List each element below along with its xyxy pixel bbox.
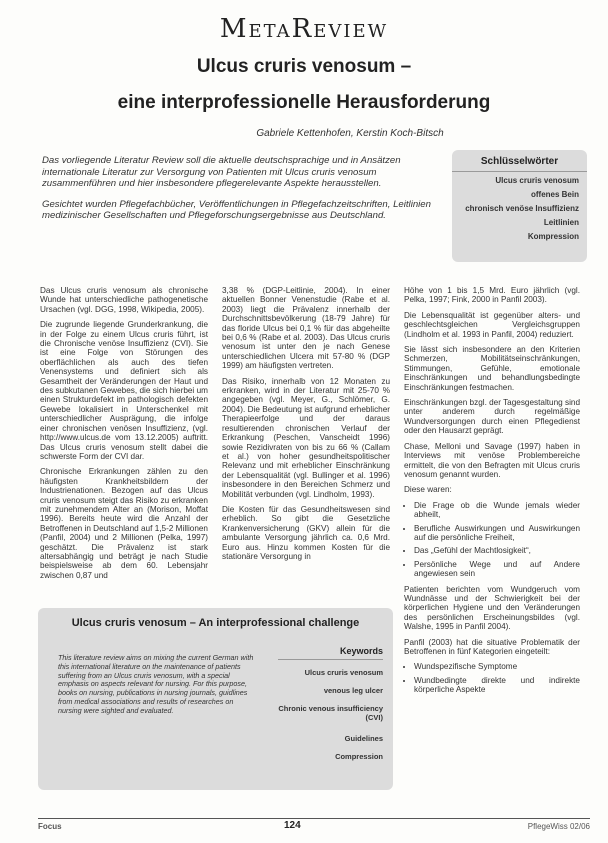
bullet-list bbox=[404, 662, 580, 694]
body-paragraph: Chronische Erkrankungen zählen zu den häufigsten Krankheitsbildern der Industrienationen. Bezogen auf das Ulcus cruris venosum steigt das Risiko zu erkranken mit zunehmendem Alter an (Morison, Moffat 1996). Bereits heute wird die Anzahl der Betroffenen in Deutschland auf 1,5-2 Millionen (Panfil, 2004) und 2 Millionen (Pelka, 1997) geschätzt. Die Prävalenz ist stark altersabhängig und beträgt je nach Studie beispielsweise ab dem 60. Lebensjahr zwischen 0,87 und bbox=[40, 467, 208, 580]
body-paragraph: Sie lässt sich insbesondere an den Kriterien Schmerzen, Mobilitätseinschränkungen, Stimmungen, Gefühle, emotionale Einschränkungen und behandlungsbedingte Einschränkungen festmachen. bbox=[404, 345, 580, 392]
keyword: Leitlinien bbox=[543, 218, 579, 227]
english-title: Ulcus cruris venosum – An interprofessional challenge bbox=[71, 617, 360, 629]
keywords-title: Schlüsselwörter bbox=[452, 156, 587, 172]
body-paragraph: Die zugrunde liegende Grunderkrankung, die in der Folge zu einem Ulcus cruris führt, ist die Chronische venöse Insuffizienz (CVI). Sie ist eine Folge von Störungen des oberflächlichen als auch des tiefen Venensystems und definiert sich als Gesamtheit der Veränderungen der Haut und des subkutanen Gewebes, die sich hierbei um einen Strukturdefekt im pathologisch defekten Gewebe lokalisiert in Unterschenkel mit unterschiedlicher Ausprägung, die infolge einer chronischen venösen Insuffizienz, (vgl. http://www.ulcus.de vom 13.12.2005) auftritt. Das Ulcus cruris venosum stellt dabei die schwerste Form der CVI dar. bbox=[40, 320, 208, 461]
body-paragraph: Panfil (2003) hat die situative Problematik der Betroffenen in fünf Kategorien eingeteilt: bbox=[404, 637, 580, 656]
english-abstract: This literature review aims on mixing the current German with this international literature on the maintenance of patients suffering from an Ulcus cruris venosum, with a special emphasis on aspects relevant for nursing. For this purpose, books on nursing, publications in nursing journals, guidlines from medical associations and results of researches on nursing were sighted and evaluated. bbox=[58, 653, 254, 715]
body-paragraph: Patienten berichten vom Wundgeruch vom Wundnässe und der Schwierigkeit bei der körperlichen Hygiene und den Veränderungen des persönlichen Erscheinungsbildes (vgl. Walshe, 1995 in Panfil 2004). bbox=[404, 584, 580, 632]
body-paragraph: 3,38 % (DGP-Leitlinie, 2004). In einer aktuellen Bonner Venenstudie (Rabe et al. 2003) liegt die Prävalenz innerhalb der Durchschnittsbevölkerung (18-79 Jahre) für das floride Ulcus bei 0,1 % für das abgeheilte bei 0,6 % (Rabe et al. 2003). Das Ulcus cruris venosum ist unter den je nach Genese unterschiedlichen Ulcera mit 57-80 % (DGP 1999) am häufigsten vertreten. bbox=[222, 286, 390, 371]
keyword: Ulcus cruris venosum bbox=[495, 176, 579, 185]
list-item: • Persönliche Wege und auf Andere angewiesen sein bbox=[414, 560, 580, 579]
body-paragraph: Die Lebensqualität ist gegenüber alters- und geschlechtsgleichen Vergleichsgruppen (Lindholm et al. 1993 in Panfil, 2004) reduziert. bbox=[404, 310, 580, 339]
body-paragraph: Die Kosten für das Gesundheitswesen sind erheblich. So gibt die Gesetzliche Krankenversicherung (GKV) allein für die ambulante Versorgung jährlich ca. 0,6 Mrd. Euro aus. Hinzu kommen Kosten für die stationäre Versorgung in bbox=[222, 504, 390, 561]
english-keyword: Chronic venous insufficiency (CVI) bbox=[278, 704, 383, 722]
footer-left: Focus bbox=[38, 822, 62, 831]
bullet-list bbox=[404, 501, 580, 579]
list-item: • Die Frage ob die Wunde jemals wieder abheilt, bbox=[414, 501, 580, 520]
english-keyword: Compression bbox=[335, 752, 383, 761]
body-column-2 bbox=[222, 286, 390, 567]
body-column-3 bbox=[404, 286, 580, 701]
body-paragraph: Einschränkungen bzgl. der Tagesgestaltung sind unter anderem durch regelmäßige Wundversorgungen durch einen Pflegedienst oder den Hausarzt geprägt. bbox=[404, 398, 580, 436]
body-paragraph: Das Ulcus cruris venosum als chronische Wunde hat unterschiedliche pathogenetische Ursachen (vgl. DGG, 1998, Wikipedia, 2005). bbox=[40, 286, 208, 314]
article-title-line-1: Ulcus cruris venosum – bbox=[196, 56, 412, 77]
keywords-box-de bbox=[452, 150, 587, 262]
list-item: • Berufliche Auswirkungen und Auswirkungen auf die persönliche Freiheit, bbox=[414, 524, 580, 543]
footer-right: PflegeWiss 02/06 bbox=[527, 822, 590, 831]
body-column-1 bbox=[40, 286, 208, 586]
authors: Gabriele Kettenhofen, Kerstin Koch-Bitsch bbox=[256, 128, 444, 139]
body-paragraph: Das Risiko, innerhalb von 12 Monaten zu erkranken, wird in der Literatur mit 25-70 % angegeben (vgl. Meyer, G., Schlömer, G. 2004). Die Bedeutung ist aufgrund erheblicher Therapieerfolge und der daraus resultierenden chronischen Verlauf der Erkrankung (Peschen, Vanscheidt 1996) sowie Rezidivraten von bis zu 66 % (Callam et al.) von hoher gesundheitspolitischer Relevanz und mit erheblicher Einschränkung der Lebensqualität (vgl. Bullinger et al. 1996) insbesondere in den Bereichen Schmerz und Mobilität verbunden (vgl. Lindholm, 1993). bbox=[222, 376, 390, 499]
english-keyword: Ulcus cruris venosum bbox=[304, 668, 383, 677]
abstract-paragraph: Gesichtet wurden Pflegefachbücher, Veröffentlichungen in Pflegefachzeitschriften, Leitlinien medizinischer Gesellschaften und Pflegeforschungsergebnisse aus Deutschland. bbox=[42, 198, 431, 222]
list-item: • Das „Gefühl der Machtlosigkeit“, bbox=[414, 546, 580, 555]
abstract-paragraph: Das vorliegende Literatur Review soll die aktuelle deutschsprachige und in Ansätzen internationale Literatur zur Versorgung von Patienten mit Ulcus cruris venosum zusammenführen und hier insbesondere pflegerelevante Aspekte herausstellen. bbox=[42, 155, 401, 190]
english-abstract-box bbox=[38, 608, 393, 790]
english-keyword: venous leg ulcer bbox=[323, 686, 383, 695]
english-keywords-title: Keywords bbox=[278, 646, 383, 660]
body-paragraph: Chase, Melloni und Savage (1997) haben in Interviews mit venöse Problembereiche ermittelt, die von den Befragten mit Ulcus cruris venosum genannt wurden. bbox=[404, 441, 580, 479]
english-keyword: Guidelines bbox=[344, 734, 383, 743]
footer-rule bbox=[38, 818, 590, 819]
list-item: • Wundspezifische Symptome bbox=[414, 662, 580, 671]
keyword: chronisch venöse Insuffizienz bbox=[465, 204, 579, 213]
article-title-line-2: eine interprofessionelle Herausforderung bbox=[117, 92, 491, 113]
body-paragraph: Höhe von 1 bis 1,5 Mrd. Euro jährlich (vgl. Pelka, 1997; Fink, 2000 in Panfil 2003). bbox=[404, 286, 580, 305]
page-number: 124 bbox=[284, 820, 301, 831]
keyword: offenes Bein bbox=[530, 190, 579, 199]
list-item: • Wundbedingte direkte und indirekte körperliche Aspekte bbox=[414, 676, 580, 695]
abstract-de bbox=[42, 155, 432, 231]
body-paragraph: Diese waren: bbox=[404, 485, 452, 495]
keyword: Kompression bbox=[527, 232, 579, 241]
section-label: MetaReview bbox=[219, 14, 389, 44]
